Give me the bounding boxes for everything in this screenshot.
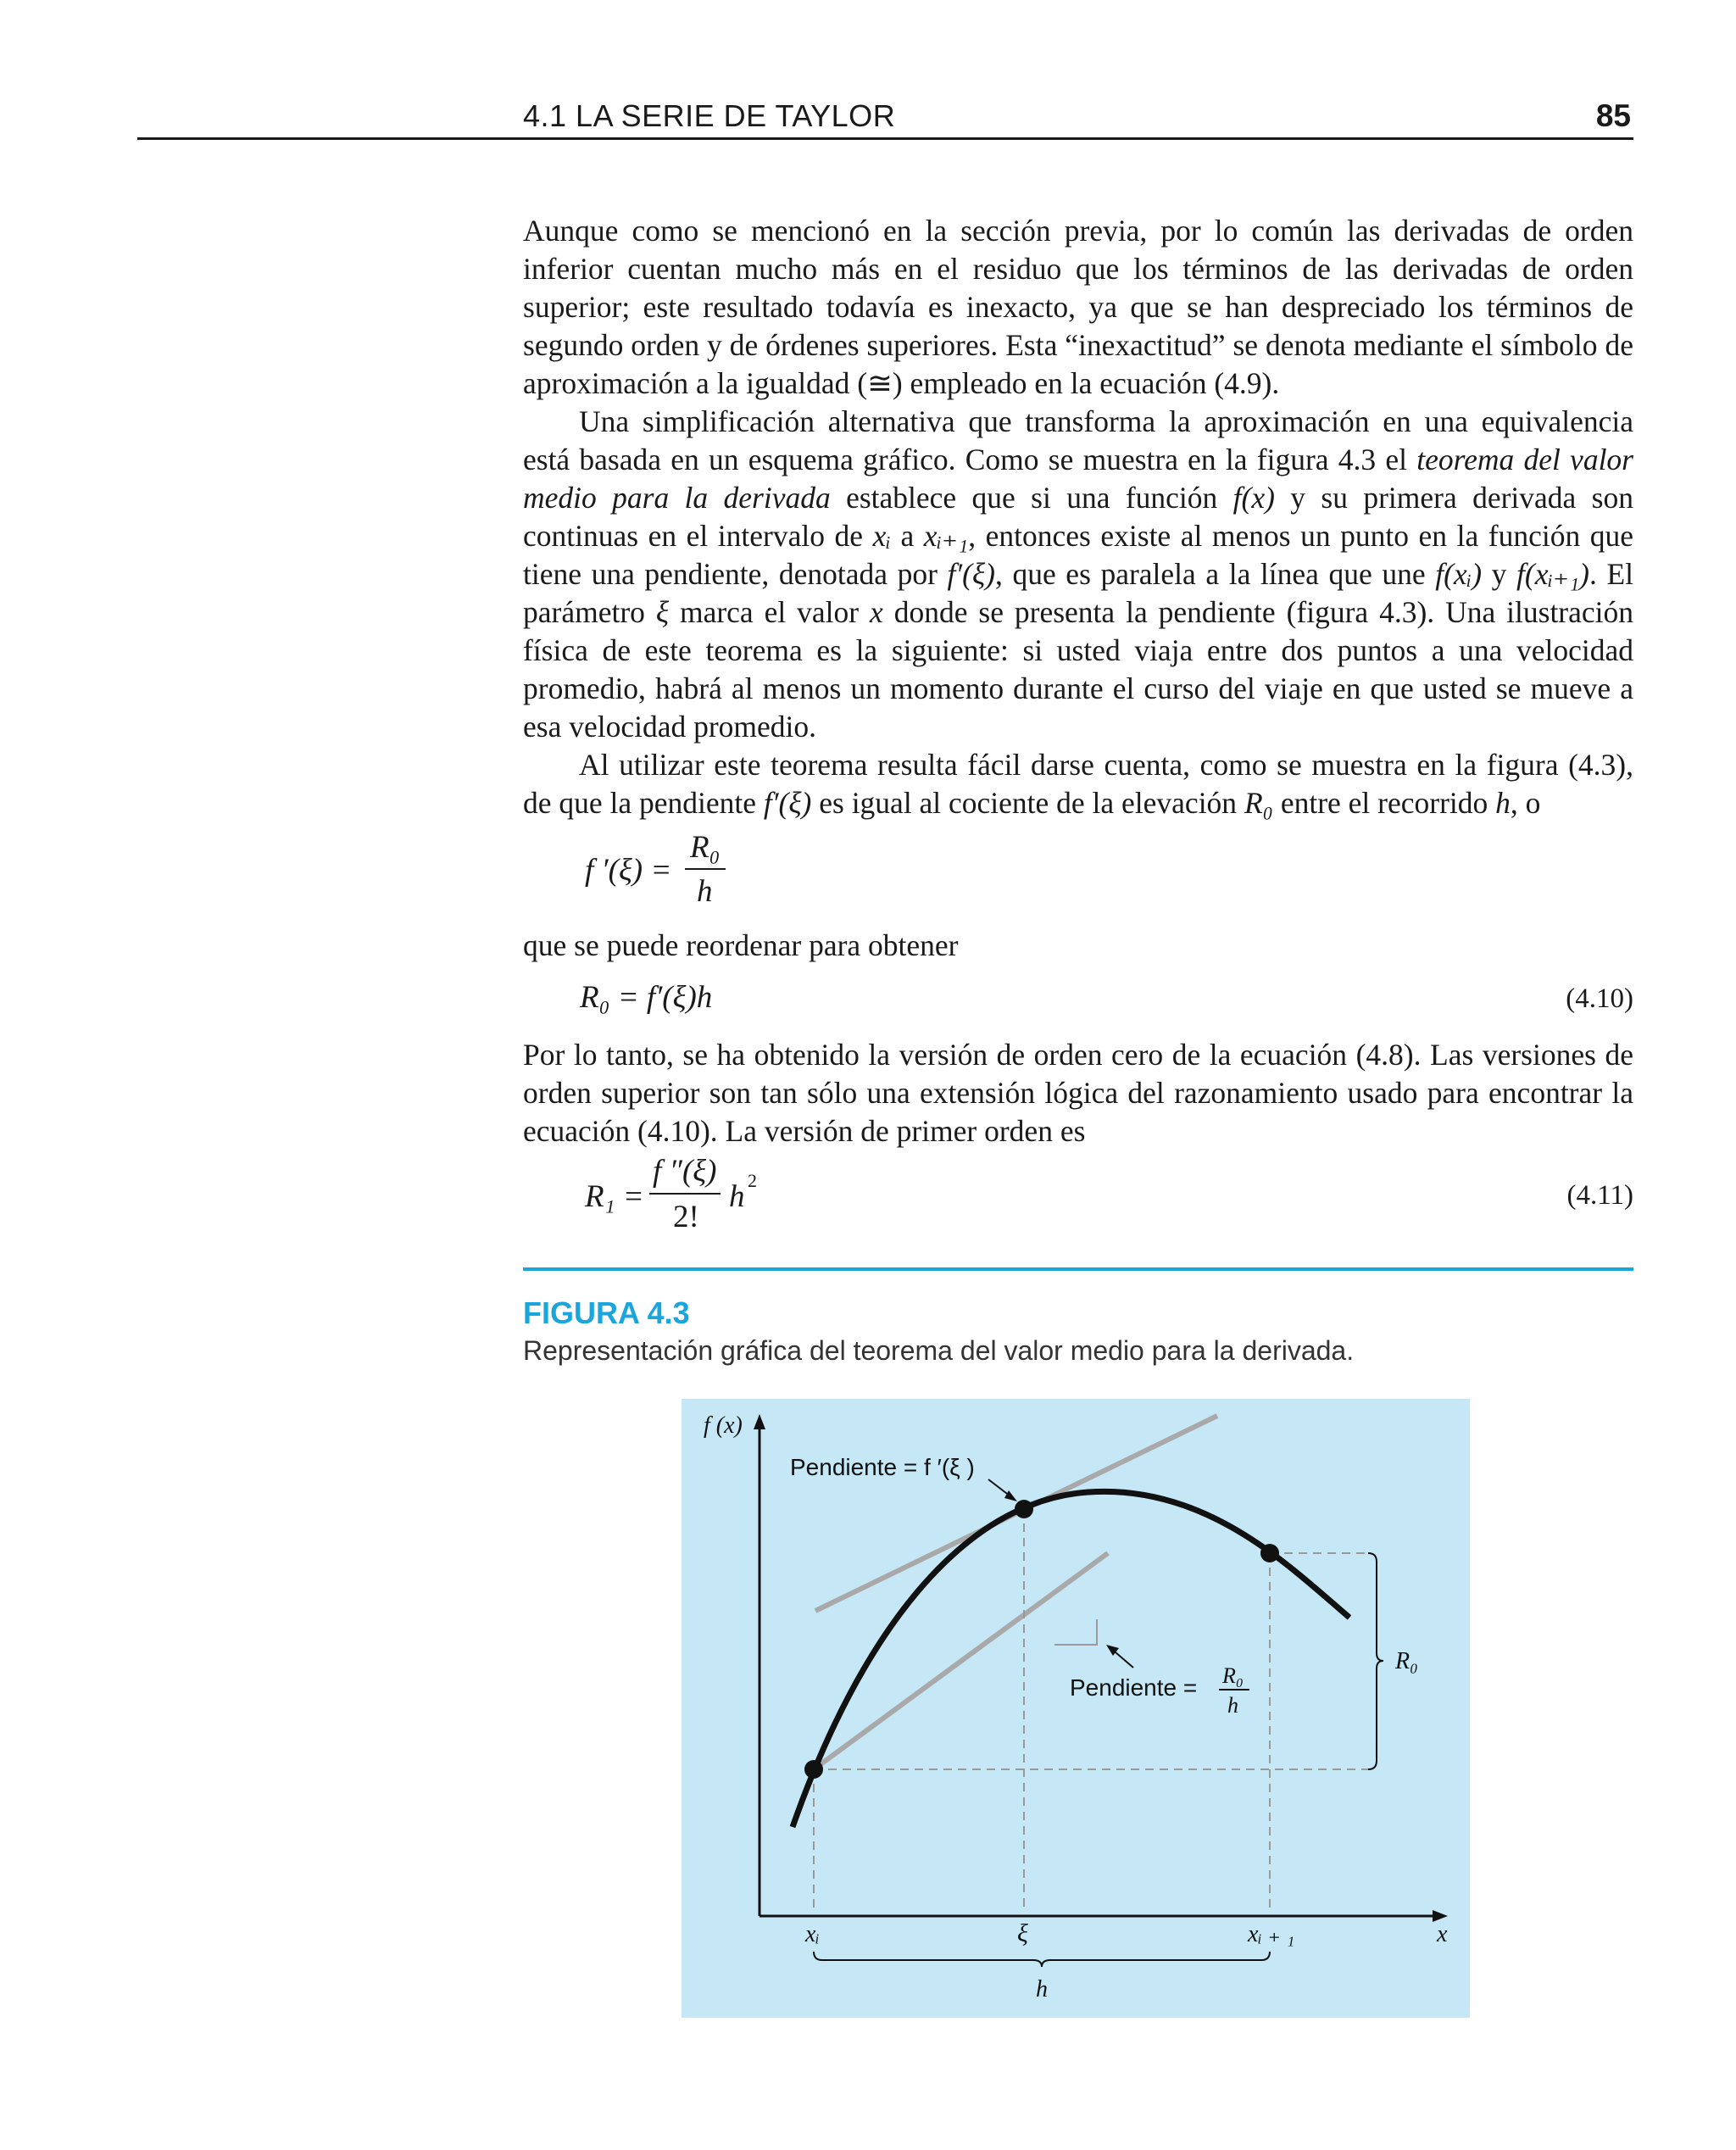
tick-label-xi: xᵢ xyxy=(805,1921,820,1947)
equation-slope: f ′(ξ) = R₀ h xyxy=(585,829,754,914)
figure-rule xyxy=(523,1267,1633,1271)
body-text-reorder: que se puede reordenar para obtener xyxy=(523,928,959,962)
figure-4-3 xyxy=(682,1399,1470,2018)
point-xi1 xyxy=(1260,1544,1279,1562)
y-axis-label: f (x) xyxy=(704,1412,743,1439)
secant-line xyxy=(814,1553,1108,1769)
figure-caption: Representación gráfica del teorema del valor medio para la derivada. xyxy=(523,1335,1355,1366)
paragraph-1: Aunque como se mencionó en la sección previa, por lo común las derivadas de orden inferior cuentan mucho más en el residuo que los términos de las derivadas de orden superior; este resultado todavía es inexacto, ya que se han despreciado los términos de segundo orden y de órdenes superiores. Esta “inexactitud” se denota mediante el símbolo de aproximación a la igualdad (≅) empleado en la ecuación (4.9). xyxy=(523,214,1633,400)
body-text-upper xyxy=(523,212,1633,822)
tangent-slope-label: Pendiente = f ′(ξ ) xyxy=(790,1454,975,1480)
paragraph-5: Por lo tanto, se ha obtenido la versión de orden cero de la ecuación (4.8). Las versiones de orden superior son tan sólo una extensión lógica del razonamiento usado para encontrar la ecuación (4.10). La versión de primer orden es xyxy=(523,1038,1633,1148)
function-curve xyxy=(793,1491,1349,1827)
y-axis-arrow xyxy=(754,1414,765,1429)
running-header xyxy=(137,93,1633,140)
tangent-pointer-head xyxy=(1004,1490,1017,1501)
secant-slope-den: h xyxy=(1227,1693,1238,1718)
equation-4-11: R₁ = f ″(ξ) 2! h 2 xyxy=(585,1154,757,1234)
x-axis-label: x xyxy=(1437,1921,1448,1947)
page-number: 85 xyxy=(1595,98,1631,133)
secant-slope-num: R₀ xyxy=(1222,1663,1244,1688)
right-angle-marker xyxy=(1054,1619,1097,1645)
run-brace xyxy=(814,1952,1270,1967)
paragraph-2: Una simplificación alternativa que transforma la aproximación en una equivalencia está basada en un esquema gráfico. Como se muestra en la figura 4.3 el teorema del valor medio para la derivada establece que si una función f(x) y su primera derivada son continuas en el intervalo de xᵢ a xᵢ₊₁, entonces existe al menos un punto en la función que tiene una pendiente, denotada por f′(ξ), que es paralela a la línea que une f(xᵢ) y f(xᵢ₊₁). El parámetro ξ marca el valor x donde se presenta la pendiente (figura 4.3). Una ilustración física de este teorema es la siguiente: si usted viaja entre dos puntos a una velocidad promedio, habrá al menos un momento durante el curso del viaje en que usted se mueve a esa velocidad promedio. xyxy=(523,404,1634,744)
body-text-lower xyxy=(523,1036,1633,1150)
figure-label: FIGURA 4.3 xyxy=(523,1295,690,1330)
run-label: h xyxy=(1036,1976,1048,2002)
tick-label-xi1: xᵢ ₊ ₁ xyxy=(1248,1921,1295,1947)
equation-4-10: R₀ = f′(ξ)h xyxy=(580,980,713,1015)
rise-brace xyxy=(1368,1553,1383,1769)
equation-number-4-11: (4.11) xyxy=(1566,1180,1633,1211)
x-axis-arrow xyxy=(1433,1910,1448,1922)
point-xi-tangent xyxy=(1015,1500,1033,1518)
equation-number-4-10: (4.10) xyxy=(1566,983,1633,1014)
point-xi xyxy=(804,1760,823,1779)
mean-value-diagram xyxy=(682,1399,1470,2018)
theorem-name: teorema del valor medio para la derivada xyxy=(523,443,1633,515)
tick-label-xi-sym: ξ xyxy=(1017,1919,1028,1947)
rise-label: R₀ xyxy=(1395,1648,1418,1674)
paragraph-3: Al utilizar este teorema resulta fácil darse cuenta, como se muestra en la figura (4.3), de que la pendiente f′(ξ) es igual al cociente de la elevación R₀ entre el recorrido h, o xyxy=(523,748,1633,820)
secant-slope-label: Pendiente = xyxy=(1070,1674,1198,1701)
section-title: 4.1 LA SERIE DE TAYLOR xyxy=(523,98,896,133)
